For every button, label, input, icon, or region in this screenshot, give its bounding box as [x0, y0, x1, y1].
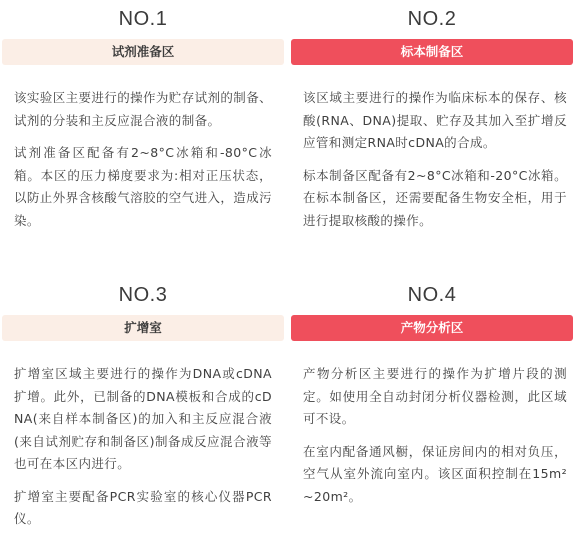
card-number: NO.2 — [407, 8, 457, 30]
card-body — [2, 65, 284, 232]
card-number: NO.1 — [118, 8, 168, 30]
card-title-bar: 试剂准备区 — [2, 39, 284, 65]
card-body — [2, 341, 284, 531]
card-body — [291, 341, 573, 508]
card-title-bar: 标本制备区 — [291, 39, 573, 65]
card-paragraph: 试剂准备区配备有2~8°C冰箱和-80°C冰箱。本区的压力梯度要求为:相对正压状态，以防止外界含核酸气溶胶的空气进入，造成污染。 — [14, 145, 273, 228]
card-number: NO.3 — [118, 284, 168, 306]
card-paragraph: 该区域主要进行的操作为临床标本的保存、核酸(RNA、DNA)提取、贮存及其加入至扩增反应管和测定RNA时cDNA的合成。 — [303, 90, 567, 150]
card-amplification-room — [2, 276, 284, 541]
card-body — [291, 65, 573, 232]
card-paragraph: 标本制备区配备有2~8°C冰箱和-20°C冰箱。在标本制备区，还需要配备生物安全柜，用于进行提取核酸的操作。 — [303, 167, 567, 228]
card-paragraph: 扩增室主要配备PCR实验室的核心仪器PCR仪。 — [14, 488, 272, 526]
card-title-bar: 扩增室 — [2, 315, 284, 341]
card-specimen-prep — [291, 0, 573, 242]
card-number: NO.4 — [407, 284, 457, 306]
card-product-analysis — [291, 276, 573, 518]
card-paragraph: 产物分析区主要进行的操作为扩增片段的测定。如使用全自动封闭分析仪器检测，此区域可不设。 — [303, 366, 567, 426]
card-paragraph: 该实验区主要进行的操作为贮存试剂的制备、试剂的分装和主反应混合液的制备。 — [14, 90, 273, 128]
card-title-bar: 产物分析区 — [291, 315, 573, 341]
card-paragraph: 扩增室区域主要进行的操作为DNA或cDNA扩增。此外，已制备的DNA模板和合成的cDNA(来自样本制备区)的加入和主反应混合液(来自试剂贮存和制备区)制备成反应混合液等也可在本区内进行。 — [14, 366, 272, 471]
card-paragraph: 在室内配备通风橱，保证房间内的相对负压，空气从室外流向室内。该区面积控制在15m²~20m²。 — [303, 443, 567, 504]
card-reagent-prep — [2, 0, 284, 242]
